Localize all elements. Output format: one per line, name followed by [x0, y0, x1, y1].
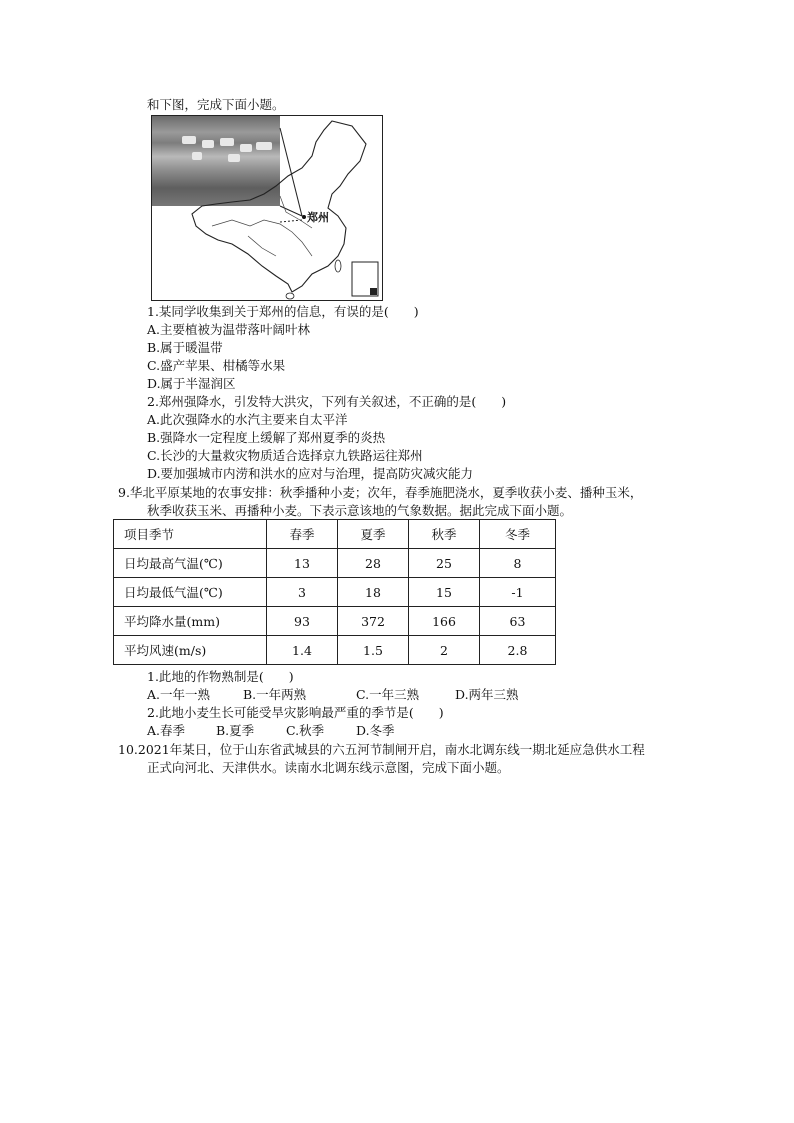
- q8-sub1-stem: 1.某同学收集到关于郑州的信息，有误的是( ): [147, 304, 419, 319]
- china-outline-map: [152, 116, 382, 300]
- table-header-row: [114, 520, 556, 549]
- q9-sub2-stem: 2.此地小麦生长可能受旱灾影响最严重的季节是( ): [147, 705, 444, 720]
- map-label-zhengzhou: 郑州: [307, 211, 329, 224]
- table-cell: -1: [480, 578, 556, 607]
- table-row: [114, 578, 556, 607]
- table-header-cell: 夏季: [338, 520, 409, 549]
- table-cell: 15: [409, 578, 480, 607]
- q8-sub1-option-a[interactable]: A.主要植被为温带落叶阔叶林: [147, 322, 311, 337]
- table-cell: 28: [338, 549, 409, 578]
- table-cell: 日均最低气温(℃): [114, 578, 267, 607]
- table-cell: 平均降水量(mm): [114, 607, 267, 636]
- table-header-cell: 春季: [267, 520, 338, 549]
- weather-data-table: [113, 519, 556, 665]
- table-cell: 日均最高气温(℃): [114, 549, 267, 578]
- q8-sub1-option-b[interactable]: B.属于暖温带: [147, 340, 223, 355]
- table-header-cell: 冬季: [480, 520, 556, 549]
- q9-sub2-option-d[interactable]: D.冬季: [356, 723, 395, 738]
- q9-sub1-option-c[interactable]: C.一年三熟: [356, 687, 420, 702]
- q8-sub1-option-d[interactable]: D.属于半湿润区: [147, 376, 236, 391]
- table-cell: 63: [480, 607, 556, 636]
- table-cell: 93: [267, 607, 338, 636]
- table-cell: 1.5: [338, 636, 409, 665]
- table-header-cell: 项目季节: [114, 520, 267, 549]
- table-row: [114, 607, 556, 636]
- q8-sub1-option-c[interactable]: C.盛产苹果、柑橘等水果: [147, 358, 286, 373]
- q8-sub2-option-a[interactable]: A.此次强降水的水汽主要来自太平洋: [147, 412, 348, 427]
- q9-sub2-option-b[interactable]: B.夏季: [216, 723, 255, 738]
- table-cell: 13: [267, 549, 338, 578]
- q9-stem-line1: 9.华北平原某地的农事安排：秋季播种小麦；次年，春季施肥浇水，夏季收获小麦、播种玉米，: [118, 485, 643, 500]
- q9-sub1-option-a[interactable]: A.一年一熟: [147, 687, 211, 702]
- table-row: [114, 636, 556, 665]
- table-cell: 25: [409, 549, 480, 578]
- table-cell: 166: [409, 607, 480, 636]
- table-cell: 2: [409, 636, 480, 665]
- q10-stem-line2: 正式向河北、天津供水。读南水北调东线示意图，完成下面小题。: [147, 760, 510, 775]
- q9-sub1-option-d[interactable]: D.两年三熟: [455, 687, 519, 702]
- table-cell: 3: [267, 578, 338, 607]
- q9-sub2-option-c[interactable]: C.秋季: [286, 723, 325, 738]
- intro-text: 和下图，完成下面小题。: [147, 97, 285, 112]
- table-cell: 372: [338, 607, 409, 636]
- table-cell: 8: [480, 549, 556, 578]
- q9-sub2-option-a[interactable]: A.春季: [147, 723, 186, 738]
- q8-sub2-stem: 2.郑州强降水，引发特大洪灾，下列有关叙述，不正确的是( ): [147, 394, 507, 409]
- table-cell: 18: [338, 578, 409, 607]
- zhengzhou-map-figure: [151, 115, 383, 301]
- q9-sub1-option-b[interactable]: B.一年两熟: [243, 687, 307, 702]
- table-row: [114, 549, 556, 578]
- q8-sub2-option-b[interactable]: B.强降水一定程度上缓解了郑州夏季的炎热: [147, 430, 386, 445]
- q10-stem-line1: 10.2021年某日，位于山东省武城县的六五河节制闸开启，南水北调东线一期北延应急供水工程: [118, 742, 645, 757]
- q9-stem-line2: 秋季收获玉米、再播种小麦。下表示意该地的气象数据。据此完成下面小题。: [147, 503, 573, 518]
- table-cell: 1.4: [267, 636, 338, 665]
- q9-sub1-stem: 1.此地的作物熟制是( ): [147, 669, 294, 684]
- table-cell: 2.8: [480, 636, 556, 665]
- table-header-cell: 秋季: [409, 520, 480, 549]
- table-cell: 平均风速(m/s): [114, 636, 267, 665]
- q8-sub2-option-c[interactable]: C.长沙的大量救灾物质适合选择京九铁路运往郑州: [147, 448, 423, 463]
- q8-sub2-option-d[interactable]: D.要加强城市内涝和洪水的应对与治理，提高防灾减灾能力: [147, 466, 474, 481]
